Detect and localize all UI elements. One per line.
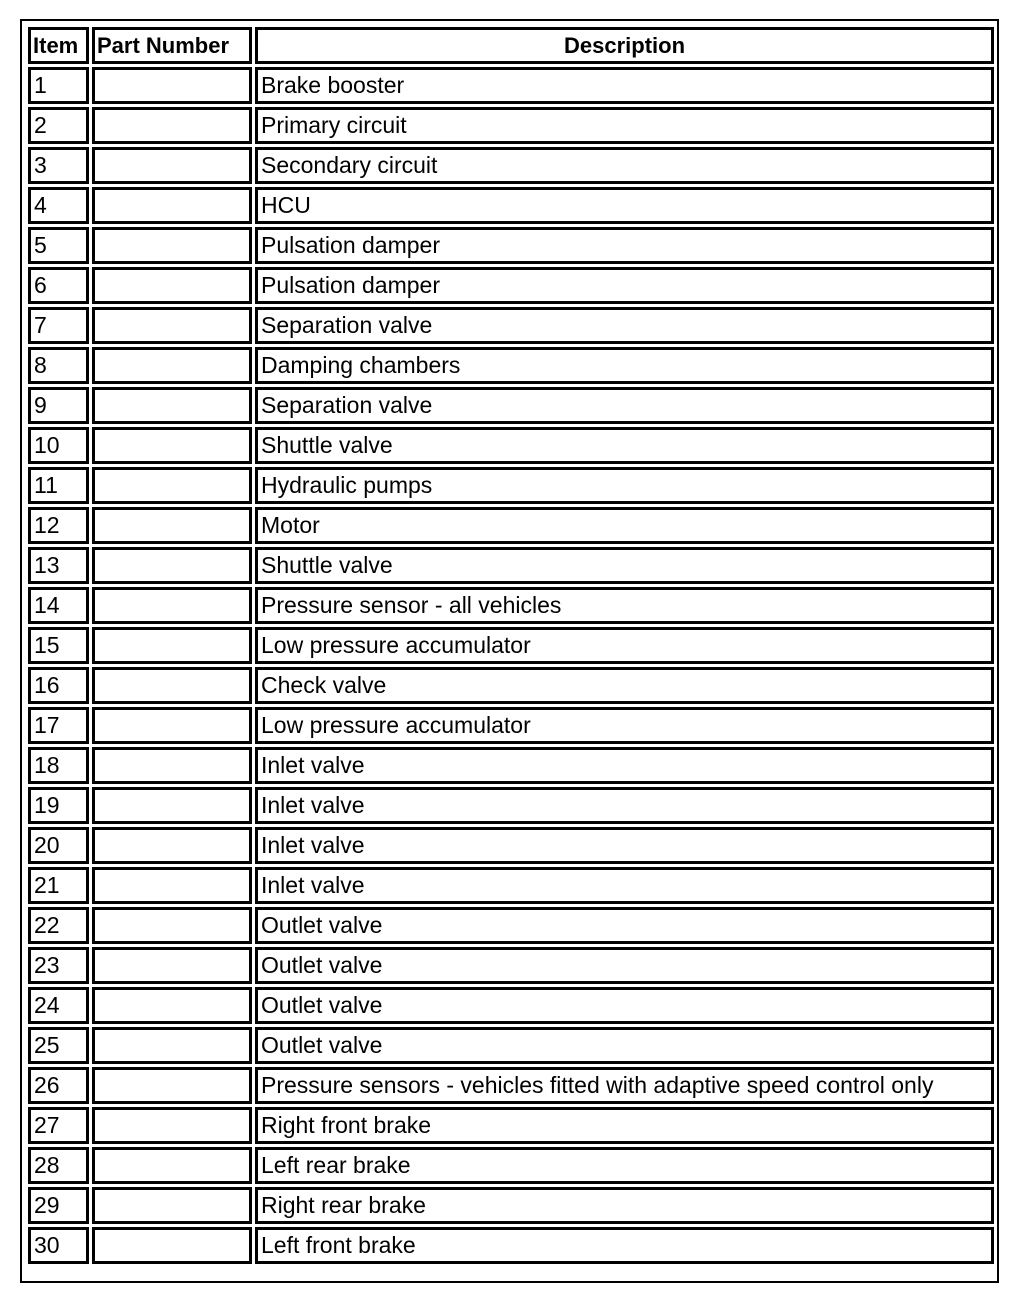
description-cell: Damping chambers [255,347,994,384]
table-row [28,347,994,384]
description-cell: Outlet valve [255,907,994,944]
header-part-number: Part Number [92,27,252,64]
part-number-cell [92,747,252,784]
description-cell: Outlet valve [255,987,994,1024]
part-number-cell [92,267,252,304]
part-number-cell [92,67,252,104]
parts-table [25,24,997,1267]
description-cell: Pressure sensors - vehicles fitted with adaptive speed control only [255,1067,994,1104]
table-row [28,147,994,184]
table-row [28,1147,994,1184]
item-cell: 22 [28,907,89,944]
part-number-cell [92,907,252,944]
description-cell: Right front brake [255,1107,994,1144]
table-row [28,1027,994,1064]
item-cell: 5 [28,227,89,264]
part-number-cell [92,707,252,744]
part-number-cell [92,147,252,184]
item-cell: 19 [28,787,89,824]
description-cell: Separation valve [255,387,994,424]
table-row [28,1227,994,1264]
table-row [28,987,994,1024]
item-cell: 14 [28,587,89,624]
description-cell: Pulsation damper [255,227,994,264]
description-cell: Brake booster [255,67,994,104]
description-cell: Hydraulic pumps [255,467,994,504]
table-row [28,707,994,744]
item-cell: 20 [28,827,89,864]
part-number-cell [92,187,252,224]
part-number-cell [92,1147,252,1184]
item-cell: 24 [28,987,89,1024]
item-cell: 6 [28,267,89,304]
part-number-cell [92,587,252,624]
item-cell: 16 [28,667,89,704]
header-description: Description [255,27,994,64]
item-cell: 12 [28,507,89,544]
part-number-cell [92,467,252,504]
description-cell: Primary circuit [255,107,994,144]
table-row [28,867,994,904]
part-number-cell [92,1227,252,1264]
description-cell: Low pressure accumulator [255,627,994,664]
table-row [28,947,994,984]
table-row [28,667,994,704]
part-number-cell [92,307,252,344]
description-cell: Inlet valve [255,867,994,904]
table-row [28,387,994,424]
description-cell: Outlet valve [255,947,994,984]
table-row [28,427,994,464]
description-cell: Outlet valve [255,1027,994,1064]
part-number-cell [92,227,252,264]
part-number-cell [92,787,252,824]
item-cell: 3 [28,147,89,184]
description-cell: Inlet valve [255,787,994,824]
item-cell: 7 [28,307,89,344]
item-cell: 21 [28,867,89,904]
item-cell: 13 [28,547,89,584]
part-number-cell [92,987,252,1024]
item-cell: 15 [28,627,89,664]
item-cell: 11 [28,467,89,504]
description-cell: HCU [255,187,994,224]
description-cell: Separation valve [255,307,994,344]
item-cell: 25 [28,1027,89,1064]
item-cell: 23 [28,947,89,984]
table-row [28,307,994,344]
part-number-cell [92,867,252,904]
part-number-cell [92,427,252,464]
item-cell: 18 [28,747,89,784]
item-cell: 1 [28,67,89,104]
part-number-cell [92,1027,252,1064]
table-row [28,227,994,264]
description-cell: Left rear brake [255,1147,994,1184]
table-header-row [28,27,994,64]
item-cell: 26 [28,1067,89,1104]
table-row [28,1067,994,1104]
header-item: Item [28,27,89,64]
item-cell: 4 [28,187,89,224]
item-cell: 28 [28,1147,89,1184]
table-row [28,1187,994,1224]
table-row [28,1107,994,1144]
table-row [28,907,994,944]
table-row [28,467,994,504]
part-number-cell [92,947,252,984]
description-cell: Right rear brake [255,1187,994,1224]
table-row [28,267,994,304]
description-cell: Pulsation damper [255,267,994,304]
part-number-cell [92,1107,252,1144]
item-cell: 29 [28,1187,89,1224]
description-cell: Shuttle valve [255,427,994,464]
table-row [28,187,994,224]
part-number-cell [92,387,252,424]
part-number-cell [92,667,252,704]
item-cell: 30 [28,1227,89,1264]
part-number-cell [92,627,252,664]
part-number-cell [92,347,252,384]
item-cell: 27 [28,1107,89,1144]
item-cell: 10 [28,427,89,464]
table-row [28,587,994,624]
item-cell: 9 [28,387,89,424]
description-cell: Secondary circuit [255,147,994,184]
description-cell: Shuttle valve [255,547,994,584]
table-row [28,827,994,864]
part-number-cell [92,1067,252,1104]
table-row [28,547,994,584]
table-row [28,67,994,104]
description-cell: Inlet valve [255,747,994,784]
table-row [28,507,994,544]
table-row [28,787,994,824]
item-cell: 17 [28,707,89,744]
table-row [28,107,994,144]
item-cell: 2 [28,107,89,144]
part-number-cell [92,507,252,544]
description-cell: Low pressure accumulator [255,707,994,744]
part-number-cell [92,547,252,584]
description-cell: Pressure sensor - all vehicles [255,587,994,624]
table-row [28,747,994,784]
part-number-cell [92,827,252,864]
item-cell: 8 [28,347,89,384]
description-cell: Inlet valve [255,827,994,864]
table-row [28,627,994,664]
part-number-cell [92,107,252,144]
parts-table-frame [20,19,999,1283]
description-cell: Check valve [255,667,994,704]
description-cell: Left front brake [255,1227,994,1264]
description-cell: Motor [255,507,994,544]
part-number-cell [92,1187,252,1224]
table-body [28,67,994,1264]
